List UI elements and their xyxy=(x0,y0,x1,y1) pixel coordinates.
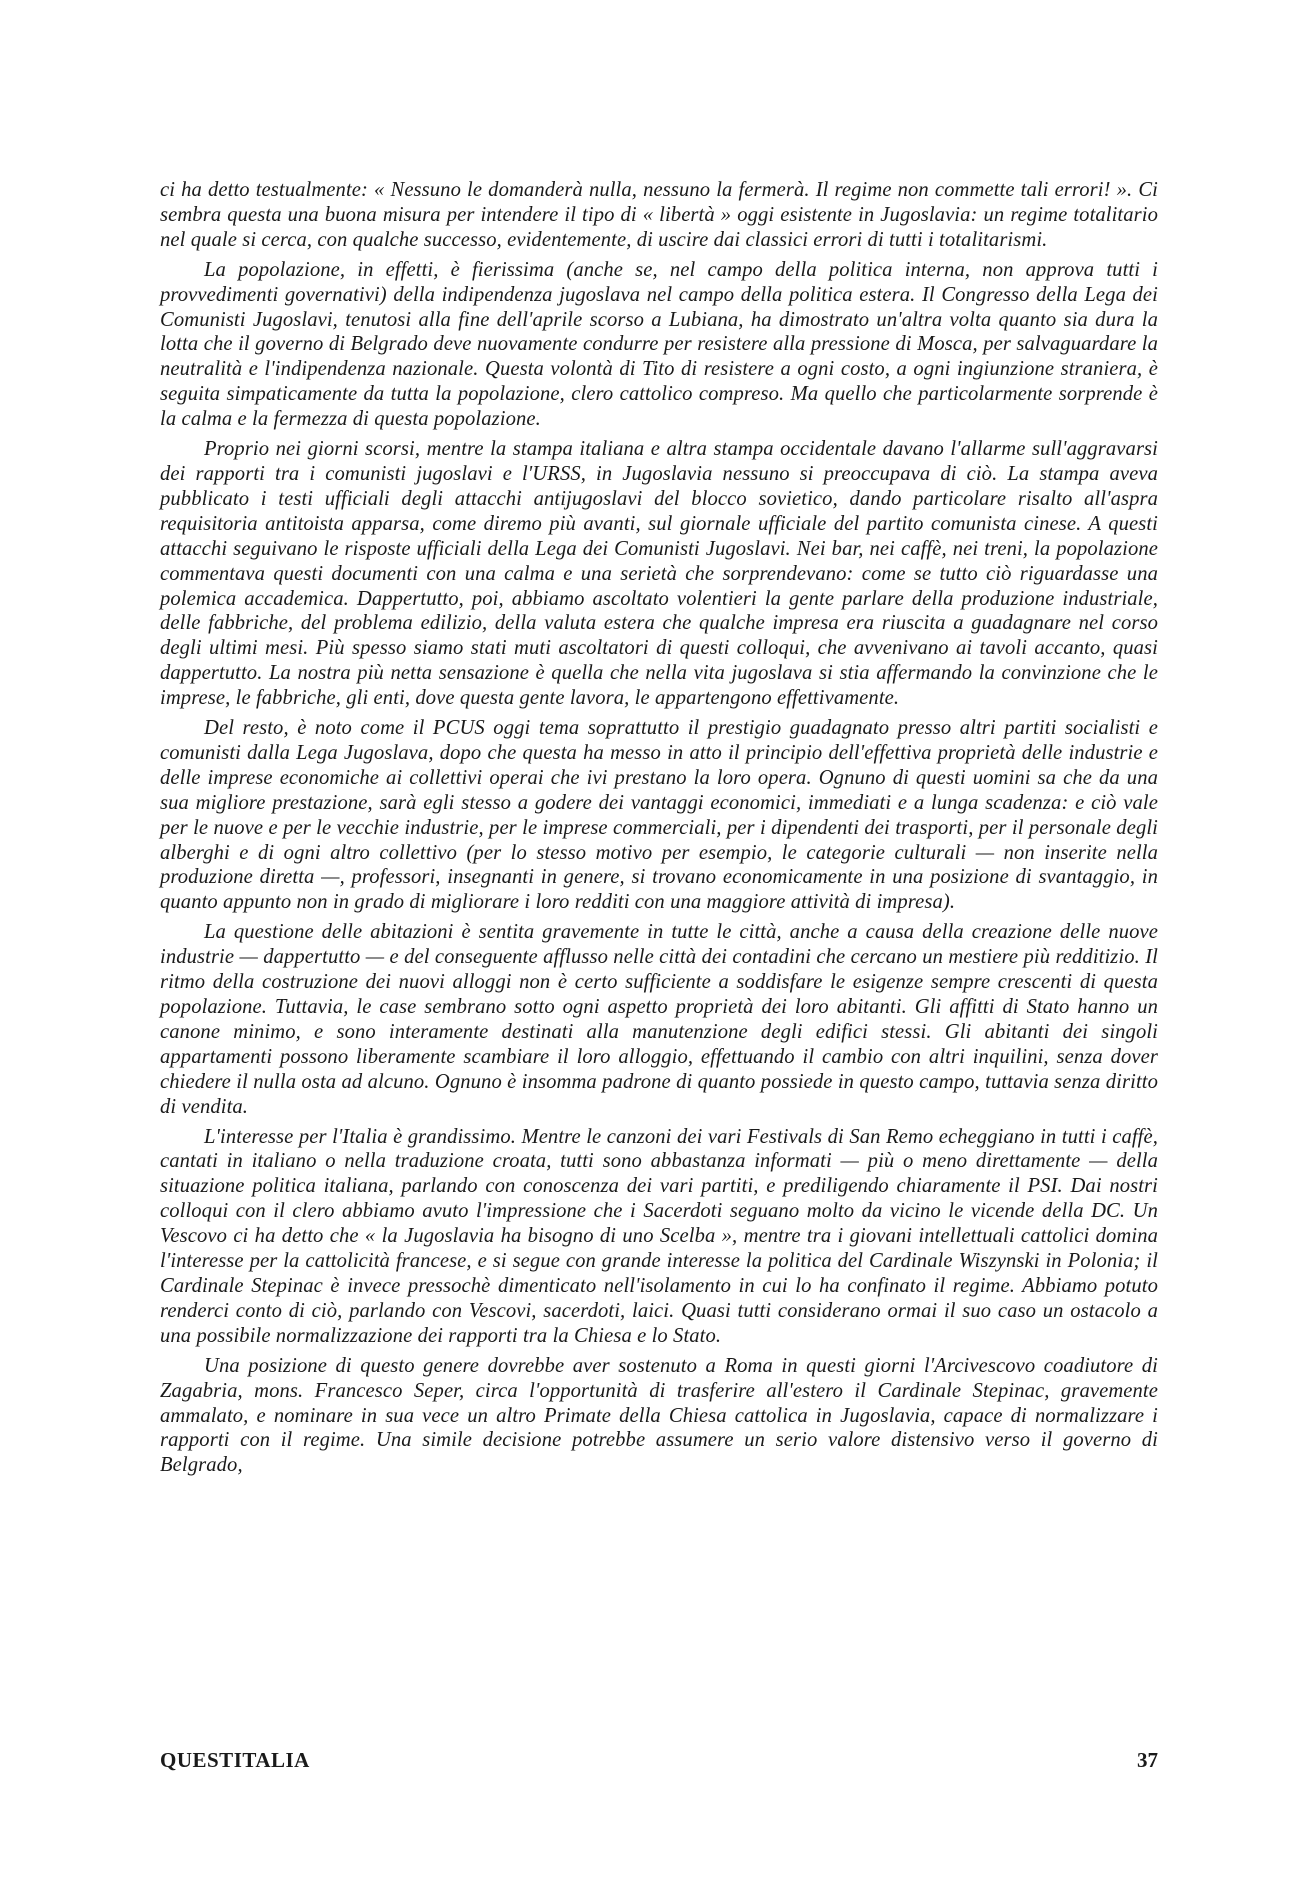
page-number: 37 xyxy=(1137,1748,1158,1772)
paragraph: La questione delle abitazioni è sentita gravemente in tutte le città, anche a causa della creazione delle nuove industrie — dappertutto — e del conseguente afflusso nelle città dei contadini che cercano un mestiere più redditizio. Il ritmo della costruzione dei nuovi alloggi non è certo sufficiente a soddisfare le esigenze sempre crescenti di questa popolazione. Tuttavia, le case sembrano sotto ogni aspetto proprietà dei loro abitanti. Gli affitti di Stato hanno un canone minimo, e sono interamente destinati alla manutenzione degli edifici stessi. Gli abitanti dei singoli appartamenti possono liberamente scambiare il loro alloggio, effettuando il cambio con altri inquilini, senza dover chiedere il nulla osta ad alcuno. Ognuno è insomma padrone di quanto possiede in questo campo, tuttavia senza diritto di vendita. xyxy=(160,921,1158,1118)
paragraph: Del resto, è noto come il PCUS oggi tema soprattutto il prestigio guadagnato presso altri partiti socialisti e comunisti dalla Lega Jugoslava, dopo che questa ha messo in atto il principio dell'effettiva proprietà delle industrie e delle imprese economiche ai collettivi operai che ivi prestano la loro opera. Ognuno di questi uomini sa che da una sua migliore prestazione, sarà egli stesso a godere dei vantaggi economici, immediati e a lunga scadenza: e ciò vale per le nuove e per le vecchie industrie, per le imprese commerciali, per i dipendenti dei trasporti, per il personale degli alberghi e di ogni altro collettivo (per lo stesso motivo per esempio, le categorie culturali — non inserite nella produzione diretta —, professori, insegnanti in genere, si trovano economicamente in una posizione di svantaggio, in quanto appunto non in grado di migliorare i loro redditi con una maggiore attività di impresa). xyxy=(160,717,1158,914)
paragraph: ci ha detto testualmente: « Nessuno le domanderà nulla, nessuno la fermerà. Il regime non commette tali errori! ». Ci sembra questa una buona misura per intendere il tipo di « libertà » oggi esistente in Jugoslavia: un regime totalitario nel quale si cerca, con qualche successo, evidentemente, di uscire dai classici errori di tutti i totalitarismi. xyxy=(160,179,1158,251)
paragraph: La popolazione, in effetti, è fierissima (anche se, nel campo della politica interna, non approva tutti i provvedimenti governativi) della indipendenza jugoslava nel campo della politica estera. Il Congresso della Lega dei Comunisti Jugoslavi, tenutosi alla fine dell'aprile scorso a Lubiana, ha dimostrato un'altra volta quanto sia dura la lotta che il governo di Belgrado deve nuovamente condurre per resistere alla pressione di Mosca, per salvaguardare la neutralità e l'indipendenza nazionale. Questa volontà di Tito di resistere a ogni costo, a ogni ingiunzione straniera, è seguita simpaticamente da tutta la popolazione, clero cattolico compreso. Ma quello che particolarmente sorprende è la calma e la fermezza di questa popolazione. xyxy=(160,258,1158,431)
article-body xyxy=(160,178,1158,1483)
paragraph: Una posizione di questo genere dovrebbe aver sostenuto a Roma in questi giorni l'Arcivescovo coadiutore di Zagabria, mons. Francesco Seper, circa l'opportunità di trasferire all'estero il Cardinale Stepinac, gravemente ammalato, e nominare in sua vece un altro Primate della Chiesa cattolica in Jugoslavia, capace di normalizzare i rapporti con il regime. Una simile decisione potrebbe assumere un serio valore distensivo verso il governo di Belgrado, xyxy=(160,1354,1158,1477)
paragraph: Proprio nei giorni scorsi, mentre la stampa italiana e altra stampa occidentale davano l'allarme sull'aggravarsi dei rapporti tra i comunisti jugoslavi e l'URSS, in Jugoslavia nessuno si preoccupava di ciò. La stampa aveva pubblicato i testi ufficiali degli attacchi antijugoslavi del blocco sovietico, dando particolare risalto all'aspra requisitoria antitoista apparsa, come diremo più avanti, sul giornale ufficiale del partito comunista cinese. A questi attacchi seguivano le risposte ufficiali della Lega dei Comunisti Jugoslavi. Nei bar, nei caffè, nei treni, la popolazione commentava questi documenti con una calma e una serietà che sorprendevano: come se tutto ciò riguardasse una polemica accademica. Dappertutto, poi, abbiamo ascoltato volentieri la gente parlare della produzione industriale, delle fabbriche, del problema edilizio, della valuta estera che qualche impresa era riuscita a guadagnare nel corso degli ultimi mesi. Più spesso siamo stati muti ascoltatori di questi colloqui, che avvenivano ai tavoli accanto, quasi dappertutto. La nostra più netta sensazione è quella che nella vita jugoslava si stia affermando la convinzione che le imprese, le fabbriche, gli enti, dove questa gente lavora, le appartengono effettivamente. xyxy=(160,438,1158,710)
page-footer xyxy=(160,1748,1158,1776)
paragraph: L'interesse per l'Italia è grandissimo. Mentre le canzoni dei vari Festivals di San Remo echeggiano in tutti i caffè, cantati in italiano o nella traduzione croata, tutti sono abbastanza informati — più o meno direttamente — della situazione politica italiana, parlando con conoscenza dei vari partiti, e prediligendo chiaramente il PSI. Dai nostri colloqui con il clero abbiamo avuto l'impressione che i Sacerdoti seguano molto da vicino le vicende della DC. Un Vescovo ci ha detto che « la Jugoslavia ha bisogno di uno Scelba », mentre tra i giovani intellettuali cattolici domina l'interesse per la cattolicità francese, e si segue con grande interesse la politica del Cardinale Wiszynski in Polonia; il Cardinale Stepinac è invece pressochè dimenticato nell'isolamento in cui lo ha confinato il regime. Abbiamo potuto renderci conto di ciò, parlando con Vescovi, sacerdoti, laici. Quasi tutti considerano ormai il suo caso un ostacolo a una possibile normalizzazione dei rapporti tra la Chiesa e lo Stato. xyxy=(160,1125,1158,1347)
publication-title: QUESTITALIA xyxy=(160,1748,310,1772)
